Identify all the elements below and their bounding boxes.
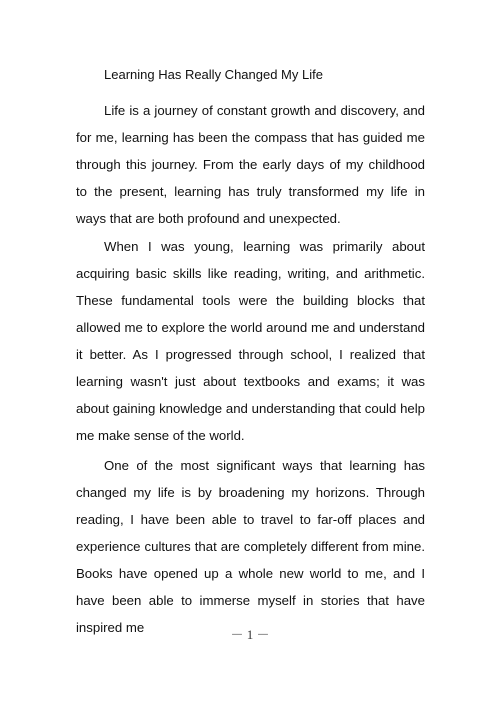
- paragraph-3: One of the most significant ways that learning has changed my life is by broadening my horizons. Through reading, I have been able to travel to far-off places and experience cultures that are completely different from mine. Books have opened up a whole new world to me, and I have been able to immerse myself in stories that have inspired me: [76, 458, 425, 635]
- paragraph-2: When I was young, learning was primarily about acquiring basic skills like reading, writing, and arithmetic. These fundamental tools were the building blocks that allowed me to explore the world around me and understand it better. As I progressed through school, I realized that learning wasn't just about textbooks and exams; it was about gaining knowledge and understanding that could help me make sense of the world.: [76, 239, 425, 443]
- document-title: Learning Has Really Changed My Life: [104, 67, 323, 82]
- paragraph-1: Life is a journey of constant growth and discovery, and for me, learning has been the compass that has guided me through this journey. From the early days of my childhood to the present, learning has truly transformed my life in ways that are both profound and unexpected.: [76, 103, 425, 226]
- page-number: － 1 －: [230, 627, 270, 642]
